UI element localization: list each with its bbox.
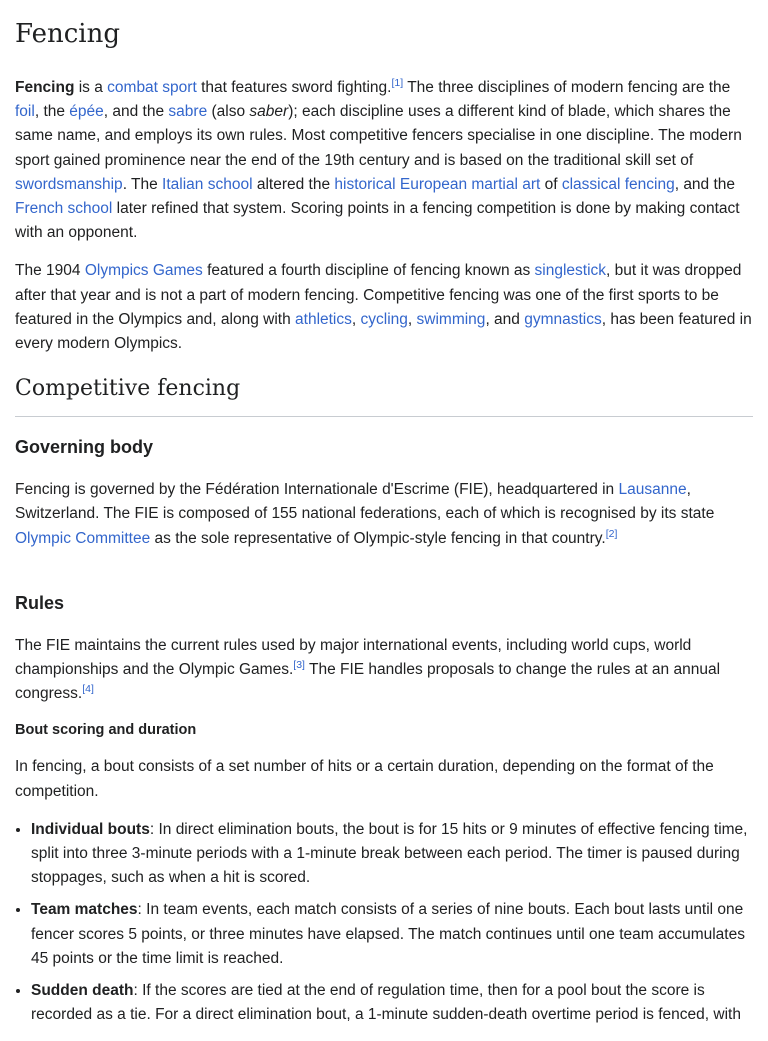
intro-paragraph-1: Fencing is a combat sport that features sword fighting.[1] The three disciplines of modern fencing are the foil, the épée, and the sabre (also saber); each discipline uses a different kind of blade, which shares the same name, and employs its own rules. Most competitive fencers specialise in one discipline. The modern sport gained prominence near the end of the 19th century and is based on the traditional skill set of swordsmanship. The Italian school altered the historical European martial art of classical fencing, and the French school later refined that system. Scoring points in a fencing competition is done by making contact with an opponent. <box>15 76 742 242</box>
list-term: Sudden death <box>31 982 134 1000</box>
italic-term: saber <box>249 103 289 121</box>
bout-rules-list <box>15 818 753 1028</box>
bout-intro-paragraph: In fencing, a bout consists of a set number of hits or a certain duration, depending on the format of the competition. <box>15 758 714 800</box>
link-singlestick[interactable]: singlestick <box>534 262 607 280</box>
link-lausanne[interactable]: Lausanne <box>618 481 687 499</box>
link-french-school[interactable]: French school <box>15 200 113 218</box>
list-item-team-matches: • Team matches: In team events, each match consists of a series of nine bouts. Each bout lasts until one fencer scores 5 points, or three minutes have elapsed. The match continues until one team accumulates 45 points or the time limit is reached. <box>31 898 753 971</box>
citation-2[interactable]: [2] <box>605 527 618 540</box>
link-italian-school[interactable]: Italian school <box>162 175 253 193</box>
section-heading-competitive-fencing: Competitive fencing <box>15 374 753 417</box>
link-olympics-games[interactable]: Olympics Games <box>84 262 203 280</box>
bold-term: Fencing <box>15 79 75 96</box>
intro-paragraph-2: The 1904 Olympics Games featured a fourth discipline of fencing known as singlestick, but it was dropped after that year and is not a part of modern fencing. Competitive fencing was one of the first sports to be featured in the Olympics and, along with athletics, cycling, swimming, and gymnastics, has been featured in every modern Olympics. <box>15 262 752 353</box>
list-item-individual-bouts: • Individual bouts: In direct elimination bouts, the bout is for 15 hits or 9 minutes of effective fencing time, split into three 3-minute periods with a 1-minute break between each period. The timer is paused during stoppages, such as when a hit is scored. <box>31 818 753 891</box>
link-athletics[interactable]: athletics <box>295 310 352 328</box>
citation-1[interactable]: [1] <box>391 76 404 89</box>
link-historical-european-martial-art[interactable]: historical European martial art <box>334 175 541 193</box>
link-combat-sport[interactable]: combat sport <box>107 79 197 96</box>
link-swordsmanship[interactable]: swordsmanship <box>15 175 123 193</box>
link-olympic-committee[interactable]: Olympic Committee <box>15 529 151 547</box>
link-epee[interactable]: épée <box>69 103 104 121</box>
citation-3[interactable]: [3] <box>293 658 305 671</box>
link-foil[interactable]: foil <box>15 103 35 121</box>
link-swimming[interactable]: swimming <box>416 310 486 328</box>
link-gymnastics[interactable]: gymnastics <box>524 310 602 328</box>
subsection-heading-governing-body: Governing body <box>15 437 154 458</box>
list-item-sudden-death: • Sudden death: If the scores are tied at the end of regulation time, then for a pool bout the score is recorded as a tie. For a direct elimination bout, a 1-minute sudden-death overtime period is fenced, with <box>31 979 753 1027</box>
link-classical-fencing[interactable]: classical fencing <box>561 175 675 193</box>
subsubsection-heading-bout-scoring: Bout scoring and duration <box>15 722 197 739</box>
governing-body-paragraph: Fencing is governed by the Fédération Internationale d'Escrime (FIE), headquartered in Lausanne, Switzerland. The FIE is composed of 155 national federations, each of which is recognised by its state Olympic Committee as the sole representative of Olympic-style fencing in that country.[2] <box>15 481 715 547</box>
link-cycling[interactable]: cycling <box>360 310 408 328</box>
citation-4[interactable]: [4] <box>82 683 94 696</box>
article-page <box>0 17 768 1027</box>
page-title: Fencing <box>15 19 121 49</box>
link-sabre[interactable]: sabre <box>168 103 208 121</box>
list-term: Team matches <box>31 901 138 919</box>
rules-paragraph: The FIE maintains the current rules used by major international events, including world cups, world championships and the Olympic Games.[3] The FIE handles proposals to change the rules at an annual congress.[4] <box>15 636 721 703</box>
list-term: Individual bouts <box>31 820 150 838</box>
subsection-heading-rules: Rules <box>15 592 65 613</box>
